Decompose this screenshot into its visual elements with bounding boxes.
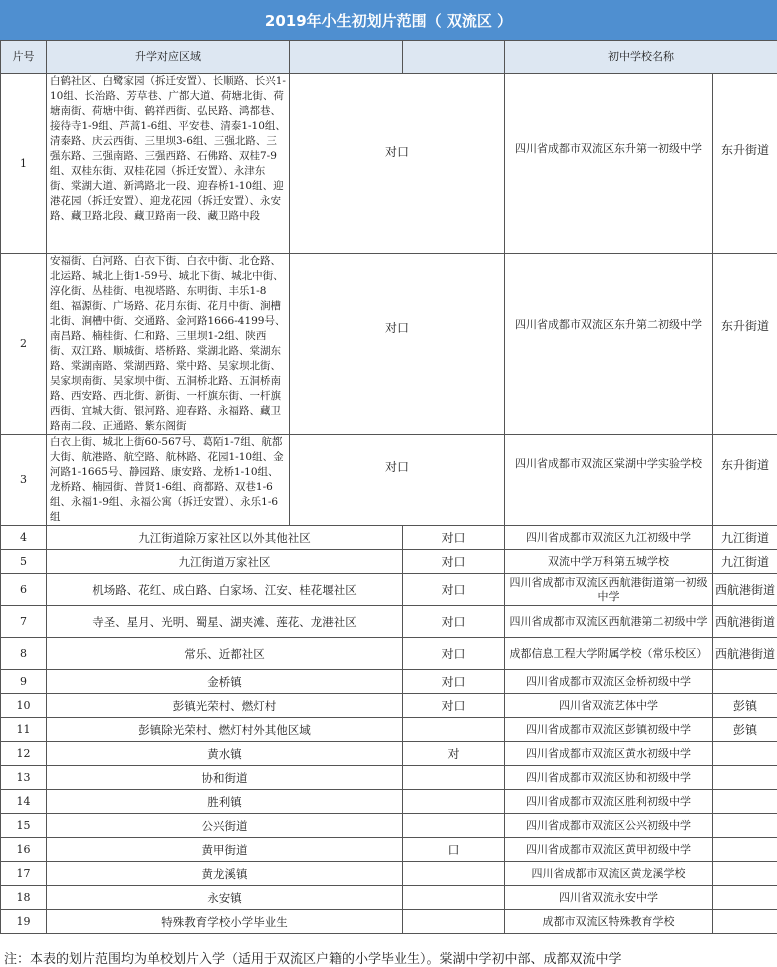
row-area: 公兴街道 bbox=[47, 814, 403, 838]
table-row bbox=[1, 718, 777, 742]
row-school: 四川省双流永安中学 bbox=[505, 886, 713, 910]
row-type: 对口 bbox=[403, 694, 505, 718]
row-area: 白鹤社区、白鹭家园（拆迁安置）、长顺路、长兴1-10组、长治路、芳草巷、广都大道、荷塘北街、荷塘南街、荷塘中街、鹤祥西街、弘民路、鸿都巷、接待寺1-9组、芦蒿1-6组、平安巷、清泰1-10组、清泰路、庆云西街、三里坝3-6组、三强北路、三强东路、三强南路、三强西路、石佛路、双桂7-9组、双桂东街、双桂花园（拆迁安置）、永津东街、棠湖大道、新鸿路北一段、迎春桥1-10组、迎港花园（拆迁安置）、迎龙花园（拆迁安置）、永安路、藏卫路北段、藏卫路南一段、藏卫路中段 bbox=[47, 74, 290, 254]
row-street: 东升街道 bbox=[713, 74, 777, 254]
row-number: 17 bbox=[1, 862, 47, 886]
header-school: 初中学校名称 bbox=[505, 41, 777, 74]
row-type bbox=[403, 790, 505, 814]
row-school: 成都信息工程大学附属学校（常乐校区） bbox=[505, 638, 713, 670]
row-type: 对口 bbox=[290, 435, 505, 526]
row-area: 协和街道 bbox=[47, 766, 403, 790]
row-area: 彭镇光荣村、燃灯村 bbox=[47, 694, 403, 718]
row-street: 西航港街道 bbox=[713, 638, 777, 670]
row-number: 16 bbox=[1, 838, 47, 862]
table-row bbox=[1, 862, 777, 886]
row-area: 常乐、近都社区 bbox=[47, 638, 403, 670]
row-number: 1 bbox=[1, 74, 47, 254]
row-street bbox=[713, 742, 777, 766]
header-area: 升学对应区域 bbox=[47, 41, 290, 74]
row-school: 四川省成都市双流区协和初级中学 bbox=[505, 766, 713, 790]
row-school: 四川省成都市双流区棠湖中学实验学校 bbox=[505, 435, 713, 526]
row-street: 九江街道 bbox=[713, 550, 777, 574]
table-row bbox=[1, 550, 777, 574]
table-row bbox=[1, 526, 777, 550]
row-street: 彭镇 bbox=[713, 694, 777, 718]
row-school: 四川省成都市双流区胜利初级中学 bbox=[505, 790, 713, 814]
row-number: 5 bbox=[1, 550, 47, 574]
header-blank bbox=[290, 41, 403, 74]
row-area: 九江街道万家社区 bbox=[47, 550, 403, 574]
row-number: 11 bbox=[1, 718, 47, 742]
row-type: 对口 bbox=[403, 526, 505, 550]
row-area: 寺圣、星月、光明、蜀星、湖夹滩、莲花、龙港社区 bbox=[47, 606, 403, 638]
row-area: 机场路、花红、成白路、白家场、江安、桂花堰社区 bbox=[47, 574, 403, 606]
row-area: 九江街道除万家社区以外其他社区 bbox=[47, 526, 403, 550]
row-number: 2 bbox=[1, 254, 47, 435]
row-street: 东升街道 bbox=[713, 435, 777, 526]
row-school: 四川省成都市双流区公兴初级中学 bbox=[505, 814, 713, 838]
row-number: 13 bbox=[1, 766, 47, 790]
row-area: 金桥镇 bbox=[47, 670, 403, 694]
row-area: 安福街、白河路、白衣下街、白衣中街、北仓路、北运路、城北上街1-59号、城北下街、城北中街、淳化街、丛桂街、电视塔路、东明街、丰乐1-8组、福源街、广场路、花月东街、花月中街、涧槽北街、涧槽中街、交通路、金河路1666-4199号、南昌路、楠桂街、仁和路、三里坝1-2组、陕西街、双江路、顺城街、塔桥路、棠湖北路、棠湖东路、棠湖南路、棠湖西路、棠中路、吴家坝北街、吴家坝南街、吴家坝中街、五洞桥北路、五洞桥南路、西安路、西北街、新街、一杆旗东街、一杆旗西街、宜城大街、银河路、迎春路、永福路、藏卫路南二段、正通路、紫东阁街 bbox=[47, 254, 290, 435]
row-street: 九江街道 bbox=[713, 526, 777, 550]
table-row bbox=[1, 838, 777, 862]
header-num: 片号 bbox=[1, 41, 47, 74]
row-street bbox=[713, 886, 777, 910]
row-area: 白衣上街、城北上街60-567号、葛陌1-7组、航都大街、航港路、航空路、航林路、花园1-10组、金河路1-1665号、静园路、康安路、龙桥1-10组、龙桥路、楠园街、普贤1-6组、商都路、双巷1-6组、永福1-9组、永福公寓（拆迁安置）、永乐1-6组 bbox=[47, 435, 290, 526]
table-row bbox=[1, 742, 777, 766]
row-number: 15 bbox=[1, 814, 47, 838]
table-row bbox=[1, 606, 777, 638]
row-school: 四川省双流艺体中学 bbox=[505, 694, 713, 718]
row-number: 9 bbox=[1, 670, 47, 694]
footnote: 注：本表的划片范围均为单校划片入学（适用于双流区户籍的小学毕业生）。棠湖中学初中部、成都双流中学 bbox=[4, 952, 622, 967]
row-type: 对口 bbox=[403, 574, 505, 606]
table-row bbox=[1, 435, 777, 526]
row-school: 四川省成都市双流区彭镇初级中学 bbox=[505, 718, 713, 742]
header-row bbox=[1, 41, 777, 74]
row-type bbox=[403, 862, 505, 886]
table-row bbox=[1, 638, 777, 670]
row-type: 对口 bbox=[403, 606, 505, 638]
row-school: 四川省成都市双流区黄龙溪学校 bbox=[505, 862, 713, 886]
row-street bbox=[713, 670, 777, 694]
row-number: 6 bbox=[1, 574, 47, 606]
row-number: 8 bbox=[1, 638, 47, 670]
table-row bbox=[1, 694, 777, 718]
row-area: 特殊教育学校小学毕业生 bbox=[47, 910, 403, 934]
row-street bbox=[713, 814, 777, 838]
row-street: 西航港街道 bbox=[713, 574, 777, 606]
row-area: 黄水镇 bbox=[47, 742, 403, 766]
zoning-table bbox=[0, 40, 777, 934]
row-number: 14 bbox=[1, 790, 47, 814]
row-school: 四川省成都市双流区九江初级中学 bbox=[505, 526, 713, 550]
row-school: 四川省成都市双流区东升第二初级中学 bbox=[505, 254, 713, 435]
row-area: 胜利镇 bbox=[47, 790, 403, 814]
row-type: 对口 bbox=[403, 670, 505, 694]
row-school: 四川省成都市双流区黄甲初级中学 bbox=[505, 838, 713, 862]
row-street bbox=[713, 862, 777, 886]
row-street bbox=[713, 838, 777, 862]
page-title: 2019年小生初划片范围（ 双流区 ） bbox=[0, 0, 777, 40]
table-row bbox=[1, 670, 777, 694]
row-type: 对口 bbox=[403, 550, 505, 574]
row-number: 12 bbox=[1, 742, 47, 766]
row-area: 黄甲街道 bbox=[47, 838, 403, 862]
row-number: 7 bbox=[1, 606, 47, 638]
row-type bbox=[403, 886, 505, 910]
row-number: 10 bbox=[1, 694, 47, 718]
row-school: 成都市双流区特殊教育学校 bbox=[505, 910, 713, 934]
row-type bbox=[403, 910, 505, 934]
row-area: 彭镇除光荣村、燃灯村外其他区域 bbox=[47, 718, 403, 742]
row-area: 黄龙溪镇 bbox=[47, 862, 403, 886]
header-blank bbox=[403, 41, 505, 74]
row-type bbox=[403, 718, 505, 742]
row-street bbox=[713, 766, 777, 790]
row-number: 3 bbox=[1, 435, 47, 526]
row-type bbox=[403, 814, 505, 838]
row-type bbox=[403, 766, 505, 790]
row-school: 四川省成都市双流区西航港街道第一初级中学 bbox=[505, 574, 713, 606]
row-school: 四川省成都市双流区东升第一初级中学 bbox=[505, 74, 713, 254]
table-row bbox=[1, 886, 777, 910]
row-type: 对口 bbox=[290, 74, 505, 254]
row-number: 18 bbox=[1, 886, 47, 910]
table-row bbox=[1, 790, 777, 814]
row-street bbox=[713, 910, 777, 934]
row-school: 四川省成都市双流区金桥初级中学 bbox=[505, 670, 713, 694]
row-area: 永安镇 bbox=[47, 886, 403, 910]
row-school: 四川省成都市双流区西航港第二初级中学 bbox=[505, 606, 713, 638]
row-street bbox=[713, 790, 777, 814]
row-type: 口 bbox=[403, 838, 505, 862]
table-row bbox=[1, 574, 777, 606]
row-school: 四川省成都市双流区黄水初级中学 bbox=[505, 742, 713, 766]
row-type: 对口 bbox=[290, 254, 505, 435]
row-school: 双流中学万科第五城学校 bbox=[505, 550, 713, 574]
table-row bbox=[1, 910, 777, 934]
row-number: 4 bbox=[1, 526, 47, 550]
table-row bbox=[1, 254, 777, 435]
row-number: 19 bbox=[1, 910, 47, 934]
table-row bbox=[1, 74, 777, 254]
row-type: 对口 bbox=[403, 638, 505, 670]
table-row bbox=[1, 766, 777, 790]
row-street: 西航港街道 bbox=[713, 606, 777, 638]
table-row bbox=[1, 814, 777, 838]
row-type: 对 bbox=[403, 742, 505, 766]
row-street: 东升街道 bbox=[713, 254, 777, 435]
row-street: 彭镇 bbox=[713, 718, 777, 742]
